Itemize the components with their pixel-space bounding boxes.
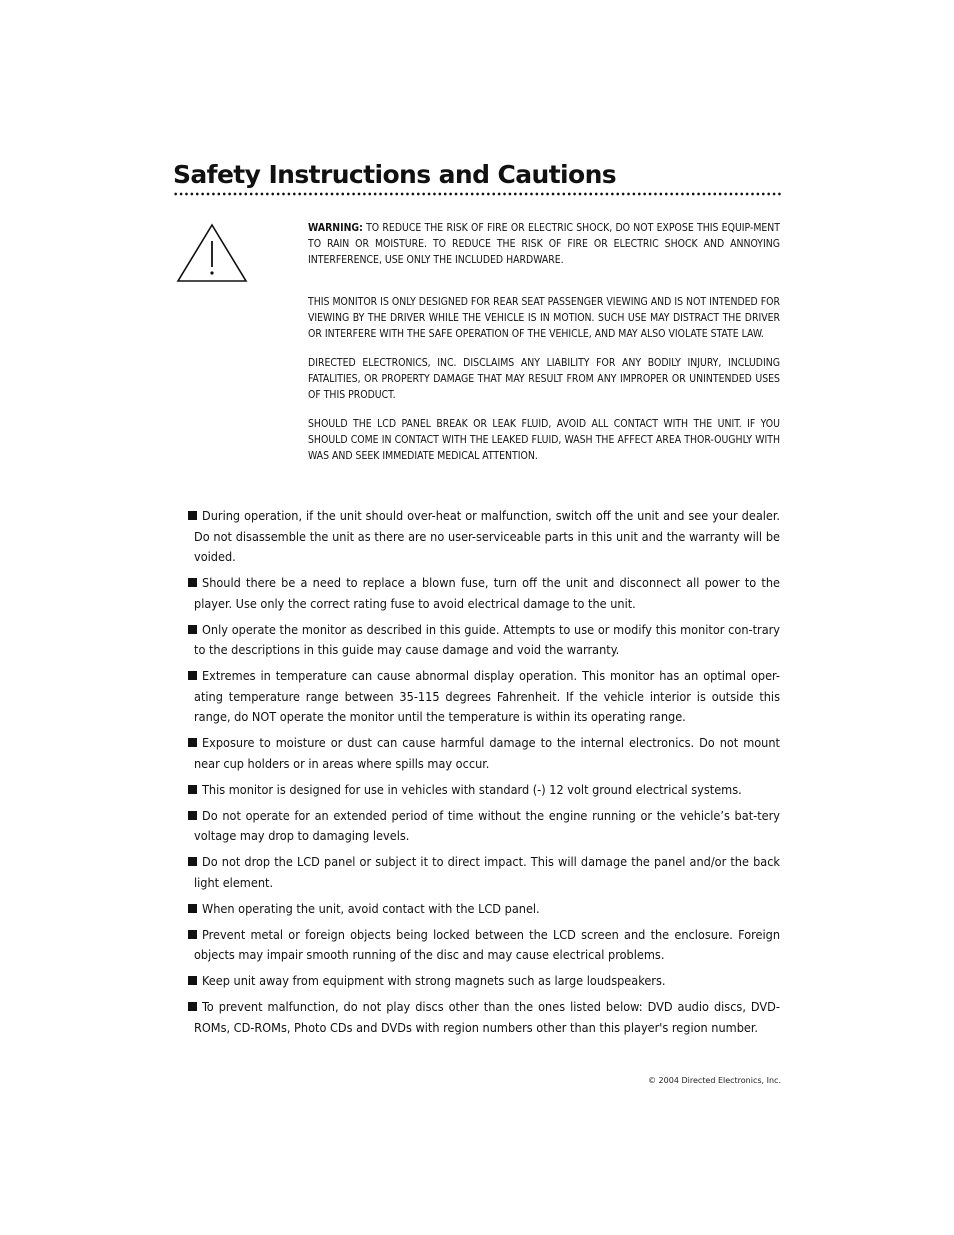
dotted-title-rule (173, 192, 781, 196)
bullet-square-icon (188, 976, 197, 985)
bullet-square-icon (188, 904, 197, 913)
list-item: Keep unit away from equipment with strong magnets such as large loudspeakers. (173, 971, 780, 992)
bullet-square-icon (188, 578, 197, 587)
bullet-square-icon (188, 671, 197, 680)
safety-bullet-list (173, 506, 780, 1044)
list-item: Exposure to moisture or dust can cause harmful damage to the internal electronics. Do not mount near cup holders or in areas where spills may occur. (173, 733, 780, 774)
bullet-square-icon (188, 785, 197, 794)
driver-viewing-paragraph: THIS MONITOR IS ONLY DESIGNED FOR REAR SEAT PASSENGER VIEWING AND IS NOT INTENDED FOR VIEWING BY THE DRIVER WHILE THE VEHICLE IS IN MOTION. SUCH USE MAY DISTRACT THE DRIVER OR INTERFERE WITH THE SAFE OPERATION OF THE VEHICLE, AND MAY ALSO VIOLATE STATE LAW. (308, 296, 780, 340)
warning-block (308, 220, 780, 464)
list-item: During operation, if the unit should over-heat or malfunction, switch off the unit and see your dealer. Do not disassemble the unit as there are no user-serviceable parts in this unit and the warranty will be voided. (173, 506, 780, 568)
liability-paragraph: DIRECTED ELECTRONICS, INC. DISCLAIMS ANY LIABILITY FOR ANY BODILY INJURY, INCLUDING FATALITIES, OR PROPERTY DAMAGE THAT MAY RESULT FROM ANY IMPROPER OR UNINTENDED USES OF THIS PRODUCT. (308, 357, 780, 401)
bullet-square-icon (188, 811, 197, 820)
warning-text: TO REDUCE THE RISK OF FIRE OR ELECTRIC SHOCK, DO NOT EXPOSE THIS EQUIP-MENT TO RAIN OR MOISTURE. TO REDUCE THE RISK OF FIRE OR ELECTRIC SHOCK AND ANNOYING INTERFERENCE, USE ONLY THE INCLUDED HARDWARE. (308, 222, 780, 266)
copyright-footer: © 2004 Directed Electronics, Inc. (648, 1076, 781, 1085)
list-item: This monitor is designed for use in vehicles with standard (-) 12 volt ground electrical systems. (173, 780, 780, 801)
bullet-square-icon (188, 930, 197, 939)
warning-triangle-icon (176, 223, 248, 283)
bullet-square-icon (188, 1002, 197, 1011)
list-item: Extremes in temperature can cause abnormal display operation. This monitor has an optimal oper-ating temperature range between 35-115 degrees Fahrenheit. If the vehicle interior is outside this range, do NOT operate the monitor until the temperature is within its operating range. (173, 666, 780, 728)
warning-paragraph (308, 220, 780, 268)
page-title: Safety Instructions and Cautions (173, 160, 617, 189)
list-item: Do not operate for an extended period of time without the engine running or the vehicle’s bat-tery voltage may drop to damaging levels. (173, 806, 780, 847)
warning-label: WARNING: (308, 222, 363, 234)
bullet-square-icon (188, 511, 197, 520)
bullet-square-icon (188, 625, 197, 634)
bullet-square-icon (188, 738, 197, 747)
bullet-square-icon (188, 857, 197, 866)
lcd-fluid-paragraph: SHOULD THE LCD PANEL BREAK OR LEAK FLUID, AVOID ALL CONTACT WITH THE UNIT. IF YOU SHOULD COME IN CONTACT WITH THE LEAKED FLUID, WASH THE AFFECT AREA THOR-OUGHLY WITH WAS AND SEEK IMMEDIATE MEDICAL ATTENTION. (308, 418, 780, 462)
list-item: To prevent malfunction, do not play discs other than the ones listed below: DVD audio discs, DVD-ROMs, CD-ROMs, Photo CDs and DVDs with region numbers other than this player's region number. (173, 997, 780, 1038)
list-item: Do not drop the LCD panel or subject it to direct impact. This will damage the panel and/or the back light element. (173, 852, 780, 893)
list-item: Should there be a need to replace a blown fuse, turn off the unit and disconnect all power to the player. Use only the correct rating fuse to avoid electrical damage to the unit. (173, 573, 780, 614)
list-item: Prevent metal or foreign objects being locked between the LCD screen and the enclosure. Foreign objects may impair smooth running of the disc and may cause electrical problems. (173, 925, 780, 966)
list-item: Only operate the monitor as described in this guide. Attempts to use or modify this monitor con-trary to the descriptions in this guide may cause damage and void the warranty. (173, 620, 780, 661)
list-item: When operating the unit, avoid contact with the LCD panel. (173, 899, 780, 920)
